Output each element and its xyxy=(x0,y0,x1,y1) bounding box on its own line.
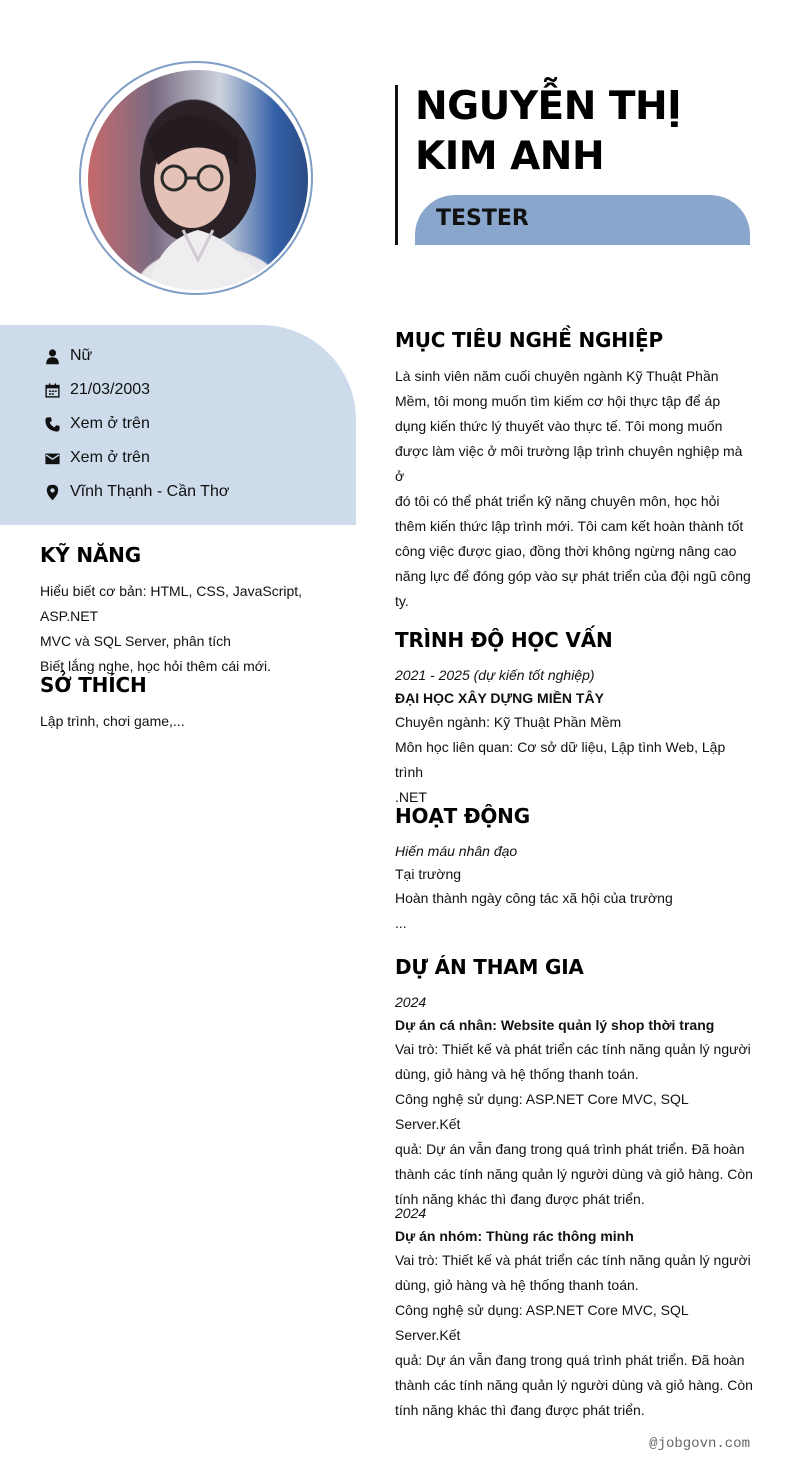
objective-heading: MỤC TIÊU NGHỀ NGHIỆP xyxy=(395,328,663,352)
activity-line: ... xyxy=(395,915,407,931)
project-line: quả: Dự án vẫn đang trong quá trình phát triển. Đã hoàn xyxy=(395,1141,745,1157)
activity-line: Hoàn thành ngày công tác xã hội của trường xyxy=(395,890,673,906)
objective-line: Là sinh viên năm cuối chuyên ngành Kỹ Thuật Phần xyxy=(395,368,719,384)
project-line: tính năng khác thì đang được phát triển. xyxy=(395,1191,645,1207)
contact-address xyxy=(44,480,229,504)
project-line: thành các tính năng quản lý người dùng và giỏ hàng. Còn xyxy=(395,1166,753,1182)
project-name: Dự án nhóm: Thùng rác thông minh xyxy=(395,1228,634,1244)
project-line: quả: Dự án vẫn đang trong quá trình phát triển. Đã hoàn xyxy=(395,1352,745,1368)
activity-title: Hiến máu nhân đạo xyxy=(395,843,518,859)
projects-heading: DỰ ÁN THAM GIA xyxy=(395,955,584,979)
objective-line: năng lực để đóng góp vào sự phát triển của đội ngũ công xyxy=(395,568,751,584)
skills-line: MVC và SQL Server, phân tích xyxy=(40,633,231,649)
contact-text: Vĩnh Thạnh - Cần Thơ xyxy=(70,483,230,500)
watermark: @jobgovn.com xyxy=(649,1436,750,1452)
project-details xyxy=(395,1248,755,1423)
skills-line: Biết lắng nghe, học hỏi thêm cái mới. xyxy=(40,658,271,674)
objective-line: công việc được giao, đồng thời không ngừng nâng cao xyxy=(395,543,737,559)
avatar xyxy=(88,70,308,290)
contact-gender xyxy=(44,344,92,368)
contact-birthday xyxy=(44,378,150,402)
education-details xyxy=(395,710,755,810)
project-line: Vai trò: Thiết kế và phát triển các tính năng quản lý người xyxy=(395,1041,751,1057)
job-title-badge xyxy=(415,195,750,245)
objective-line: Mềm, tôi mong muốn tìm kiếm cơ hội thực tập để áp xyxy=(395,393,721,409)
project-line: dùng, giỏ hàng và hệ thống thanh toán. xyxy=(395,1277,639,1293)
objective-line: thêm kiến thức lập trình mới. Tôi cam kết hoàn thành tốt xyxy=(395,518,744,534)
project-year: 2024 xyxy=(395,994,427,1010)
phone-icon xyxy=(44,416,61,433)
education-school: ĐẠI HỌC XÂY DỰNG MIỀN TÂY xyxy=(395,690,604,706)
skills-line: Hiểu biết cơ bản: HTML, CSS, JavaScript, ASP.NET xyxy=(40,583,303,624)
project-line: Công nghệ sử dụng: ASP.NET Core MVC, SQL Server.Kết xyxy=(395,1091,689,1132)
calendar-icon xyxy=(44,382,61,399)
job-title: TESTER xyxy=(436,206,529,231)
contact-email xyxy=(44,446,150,470)
person-icon xyxy=(44,348,61,365)
project-year: 2024 xyxy=(395,1205,427,1221)
contact-text: Xem ở trên xyxy=(70,415,150,432)
contact-text: Nữ xyxy=(70,347,93,364)
contact-text: Xem ở trên xyxy=(70,449,150,466)
skills-text xyxy=(40,579,360,679)
project-line: Công nghệ sử dụng: ASP.NET Core MVC, SQL Server.Kết xyxy=(395,1302,689,1343)
name-divider xyxy=(395,85,398,245)
objective-text xyxy=(395,364,755,614)
location-pin-icon xyxy=(44,484,61,501)
activities-title xyxy=(395,840,755,886)
project-name: Dự án cá nhân: Website quản lý shop thời trang xyxy=(395,1017,715,1033)
project-line: thành các tính năng quản lý người dùng và giỏ hàng. Còn xyxy=(395,1377,753,1393)
project-header xyxy=(395,991,755,1037)
contact-text: 21/03/2003 xyxy=(70,381,151,398)
project-line: Vai trò: Thiết kế và phát triển các tính năng quản lý người xyxy=(395,1252,751,1268)
project-line: dùng, giỏ hàng và hệ thống thanh toán. xyxy=(395,1066,639,1082)
project-header xyxy=(395,1202,755,1248)
education-line: Môn học liên quan: Cơ sở dữ liệu, Lập tình Web, Lập trình xyxy=(395,739,726,780)
objective-line: ty. xyxy=(395,593,409,609)
education-text xyxy=(395,664,755,710)
activities-details xyxy=(395,886,755,936)
candidate-name: NGUYỄN THỊ KIM ANH xyxy=(415,84,682,179)
skills-heading: KỸ NĂNG xyxy=(40,543,141,567)
contact-phone xyxy=(44,412,150,436)
education-period: 2021 - 2025 (dự kiến tốt nghiệp) xyxy=(395,667,595,683)
education-heading: TRÌNH ĐỘ HỌC VẤN xyxy=(395,628,613,652)
project-line: tính năng khác thì đang được phát triển. xyxy=(395,1402,645,1418)
objective-line: đó tôi có thể phát triển kỹ năng chuyên môn, học hỏi xyxy=(395,493,720,509)
objective-line: dụng kiến thức lý thuyết vào thực tế. Tôi mong muốn xyxy=(395,418,723,434)
hobbies-heading: SỞ THÍCH xyxy=(40,673,147,697)
education-line: .NET xyxy=(395,789,427,805)
activity-line: Tại trường xyxy=(395,866,462,882)
project-details xyxy=(395,1037,755,1212)
activities-heading: HOẠT ĐỘNG xyxy=(395,804,530,828)
hobbies-text: Lập trình, chơi game,... xyxy=(40,713,185,729)
objective-line: được làm việc ở môi trường lập trình chuyên nghiệp mà ở xyxy=(395,443,743,484)
mail-icon xyxy=(44,450,61,467)
education-line: Chuyên ngành: Kỹ Thuật Phần Mềm xyxy=(395,714,622,730)
